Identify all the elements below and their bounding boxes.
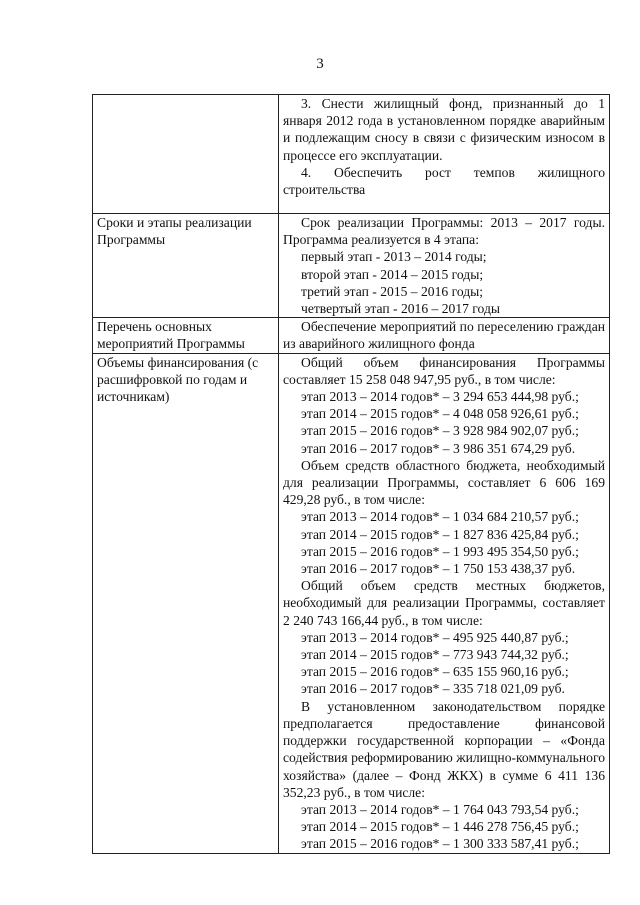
- funding-stage-line: этап 2014 – 2015 годов* – 4 048 058 926,61 руб.;: [301, 406, 579, 422]
- measures-text: Обеспечение мероприятий по переселению граждан из аварийного жилищного фонда: [283, 319, 605, 352]
- funding-stage-line: этап 2013 – 2014 годов* – 1 764 043 793,54 руб.;: [301, 801, 579, 817]
- funding-stage-line: этап 2015 – 2016 годов* – 1 300 333 587,41 руб.;: [301, 836, 579, 852]
- funding-stage-line: этап 2015 – 2016 годов* – 1 993 495 354,50 руб.;: [301, 543, 579, 559]
- row-label: Перечень основных мероприятий Программы: [93, 318, 279, 353]
- stage-item: четвертый этап - 2016 – 2017 годы: [301, 301, 501, 317]
- funding-stage-line: этап 2014 – 2015 годов* – 1 827 836 425,84 руб.;: [301, 526, 579, 542]
- funding-stage-line: этап 2014 – 2015 годов* – 773 943 744,32 руб.;: [301, 647, 569, 663]
- stage-item: второй этап - 2014 – 2015 годы;: [301, 266, 484, 282]
- timeline-intro: Срок реализации Программы: 2013 – 2017 годы. Программа реализуется в 4 этапа:: [283, 215, 605, 248]
- funding-stage-line: этап 2016 – 2017 годов* – 3 986 351 674,29 руб.: [301, 440, 576, 456]
- housing-fund-intro: В установленном законодательством порядке предполагается предоставление финансовой поддержки государственной корпорации – «Фонда содействия реформированию жилищно-коммунального хозяйства» (далее – Фонд ЖКХ) в сумме 6 411 136 352,23 руб., в том числе:: [283, 698, 605, 800]
- funding-stage-line: этап 2015 – 2016 годов* – 3 928 984 902,07 руб.;: [301, 423, 579, 439]
- total-funding-intro: Общий объем финансирования Программы составляет 15 258 048 947,95 руб., в том числе:: [283, 354, 605, 387]
- table-row: [93, 95, 610, 214]
- row-label: Сроки и этапы реализации Программы: [93, 214, 279, 318]
- stage-item: первый этап - 2013 – 2014 годы;: [301, 249, 487, 265]
- row-label: Объемы финансирования (с расшифровкой по годам и источникам): [93, 353, 279, 853]
- stage-item: третий этап - 2015 – 2016 годы;: [301, 283, 484, 299]
- task-4-text: 4. Обеспечить рост темпов жилищного строительства: [283, 164, 605, 198]
- funding-stage-line: этап 2014 – 2015 годов* – 1 446 278 756,45 руб.;: [301, 819, 579, 835]
- local-budget-intro: Общий объем средств местных бюджетов, необходимый для реализации Программы, составляет 2 240 743 166,44 руб., в том числе:: [283, 578, 605, 628]
- funding-stage-line: этап 2013 – 2014 годов* – 1 034 684 210,57 руб.;: [301, 509, 579, 525]
- row-content: [279, 214, 610, 318]
- table-row: [93, 353, 610, 853]
- row-content: [279, 95, 610, 214]
- program-passport-table: [92, 94, 610, 854]
- page-number: 3: [316, 56, 324, 72]
- row-content: [279, 318, 610, 353]
- task-3-text: 3. Снести жилищный фонд, признанный до 1 января 2012 года в установленном порядке аварийным и подлежащим сносу в связи с физическим износом в процессе его эксплуатации.: [283, 96, 605, 163]
- row-label: [93, 95, 279, 214]
- regional-budget-intro: Объем средств областного бюджета, необходимый для реализации Программы, составляет 6 606 169 429,28 руб., в том числе:: [283, 457, 605, 508]
- table-row: [93, 318, 610, 353]
- row-content: [279, 353, 610, 853]
- funding-stage-line: этап 2013 – 2014 годов* – 495 925 440,87 руб.;: [301, 629, 569, 645]
- funding-stage-line: этап 2013 – 2014 годов* – 3 294 653 444,98 руб.;: [301, 389, 579, 405]
- funding-stage-line: этап 2016 – 2017 годов* – 335 718 021,09 руб.: [301, 681, 565, 697]
- funding-stage-line: этап 2016 – 2017 годов* – 1 750 153 438,37 руб.: [301, 561, 576, 577]
- funding-stage-line: этап 2015 – 2016 годов* – 635 155 960,16 руб.;: [301, 664, 569, 680]
- table-row: [93, 214, 610, 318]
